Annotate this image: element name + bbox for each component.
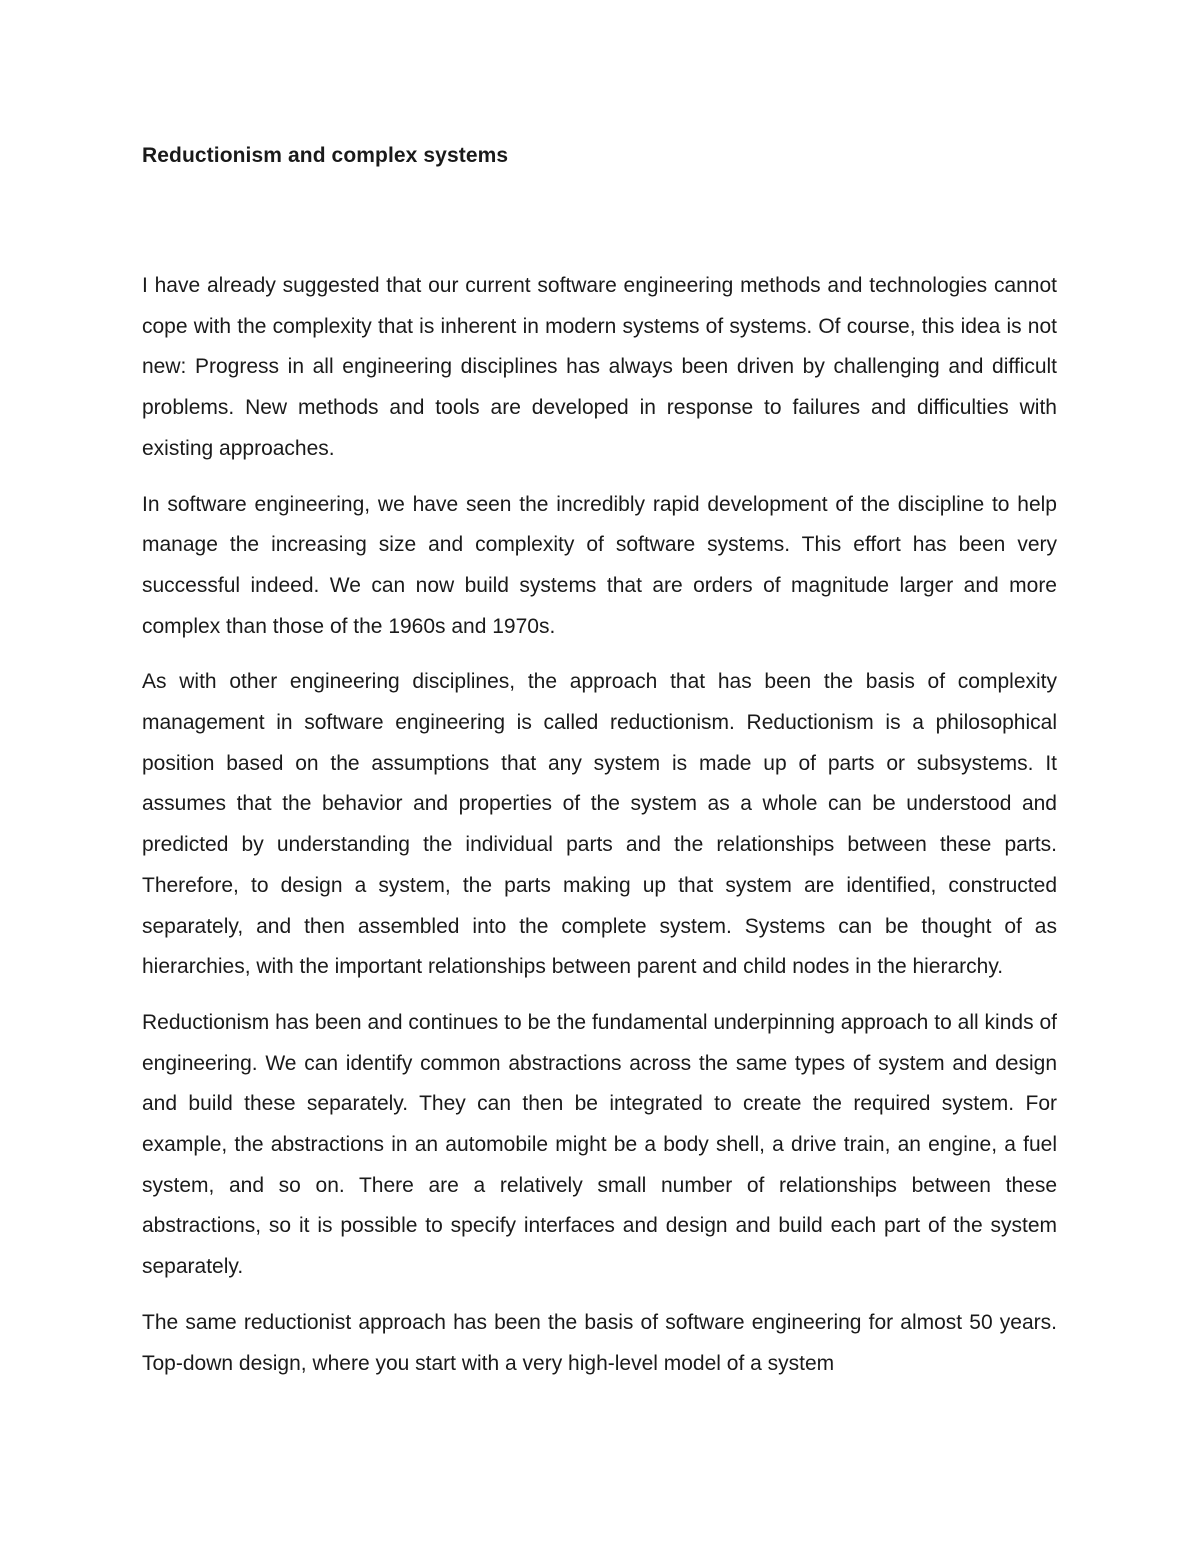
paragraph: In software engineering, we have seen the incredibly rapid development of the discipline to help manage the increasing size and complexity of software systems. This effort has been very successful indeed. We can now build systems that are orders of magnitude larger and more complex than those of the 1960s and 1970s.: [142, 492, 1057, 638]
paragraph: As with other engineering disciplines, the approach that has been the basis of complexity management in software engineering is called reductionism. Reductionism is a philosophical position based on the assumptions that any system is made up of parts or subsystems. It assumes that the behavior and properties of the system as a whole can be understood and predicted by understanding the individual parts and the relationships between these parts. Therefore, to design a system, the parts making up that system are identified, constructed separately, and then assembled into the complete system. Systems can be thought of as hierarchies, with the important relationships between parent and child nodes in the hierarchy.: [142, 670, 1057, 979]
paragraph: I have already suggested that our current software engineering methods and technologies cannot cope with the complexity that is inherent in modern systems of systems. Of course, this idea is not new: Progress in all engineering disciplines has always been driven by challenging and difficult problems. New methods and tools are developed in response to failures and difficulties with existing approaches.: [142, 274, 1057, 460]
document-body: [142, 266, 1057, 1384]
document-title: Reductionism and complex systems: [142, 144, 509, 167]
paragraph: Reductionism has been and continues to be the fundamental underpinning approach to all kinds of engineering. We can identify common abstractions across the same types of system and design and build these separately. They can then be integrated to create the required system. For example, the abstractions in an automobile might be a body shell, a drive train, an engine, a fuel system, and so on. There are a relatively small number of relationships between these abstractions, so it is possible to specify interfaces and design and build each part of the system separately.: [142, 1010, 1057, 1279]
document-content: [142, 140, 1057, 1399]
paragraph: The same reductionist approach has been the basis of software engineering for almost 50 years. Top-down design, where you start with a very high-level model of a system: [142, 1310, 1057, 1375]
